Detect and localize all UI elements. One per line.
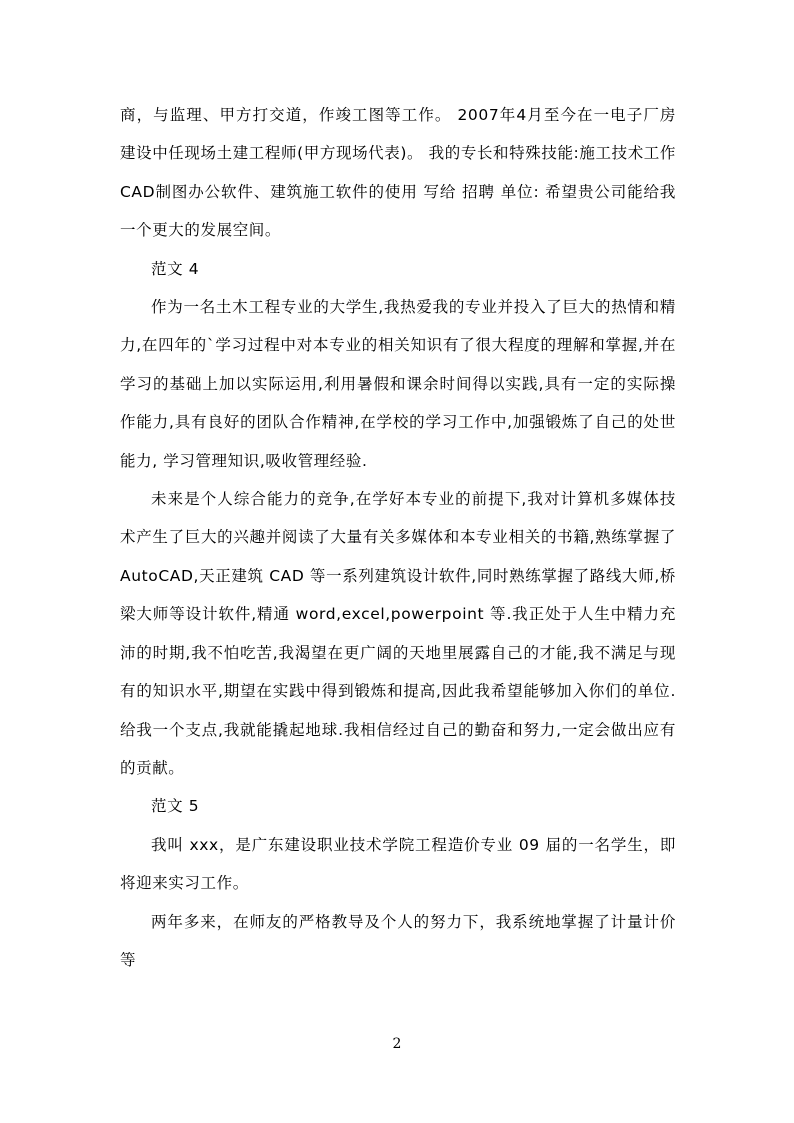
section-heading-sample-4: 范文 4: [151, 259, 200, 278]
paragraph-sample-5-study: 两年多来，在师友的严格教导及个人的努力下，我系统地掌握了计量计价等: [120, 912, 676, 969]
document-body: [120, 96, 676, 979]
paragraph-sample-4-intro: 作为一名土木工程专业的大学生,我热爱我的专业并投入了巨大的热情和精力,在四年的`学习过程中对本专业的相关知识有了很大程度的理解和掌握,并在学习的基础上加以实际运用,利用暑假和课余时间得以实践,具有一定的实际操作能力,具有良好的团队合作精神,在学校的学习工作中,加强锻炼了自己的处世能力, 学习管理知识,吸收管理经验.: [120, 298, 676, 470]
paragraph-sample-5-intro: 我叫 xxx，是广东建设职业技术学院工程造价专业 09 届的一名学生，即将迎来实习工作。: [120, 835, 676, 893]
page-number: 2: [392, 1036, 402, 1052]
paragraph-continuation: 商，与监理、甲方打交道，作竣工图等工作。 2007年4月至今在一电子厂房建设中任现场土建工程师(甲方现场代表)。 我的专长和特殊技能:施工技术工作CAD制图办公软件、建筑施工软件的使用 写给 招聘 单位: 希望贵公司能给我一个更大的发展空间。: [120, 106, 676, 240]
section-heading-sample-5: 范文 5: [151, 797, 200, 816]
paragraph-sample-4-skills: 未来是个人综合能力的竞争,在学好本专业的前提下,我对计算机多媒体技术产生了巨大的兴趣并阅读了大量有关多媒体和本专业相关的书籍,熟练掌握了AutoCAD,天正建筑 CAD 等一系列建筑设计软件,同时熟练掌握了路线大师,桥梁大师等设计软件,精通 word,excel,powerpoint 等.我正处于人生中精力充沛的时期,我不怕吃苦,我渴望在更广阔的天地里展露自己的才能,我不满足与现有的知识水平,期望在实践中得到锻炼和提高,因此我希望能够加入你们的单位.给我一个支点,我就能撬起地球.我相信经过自己的勤奋和努力,一定会做出应有的贡献。: [120, 490, 676, 777]
